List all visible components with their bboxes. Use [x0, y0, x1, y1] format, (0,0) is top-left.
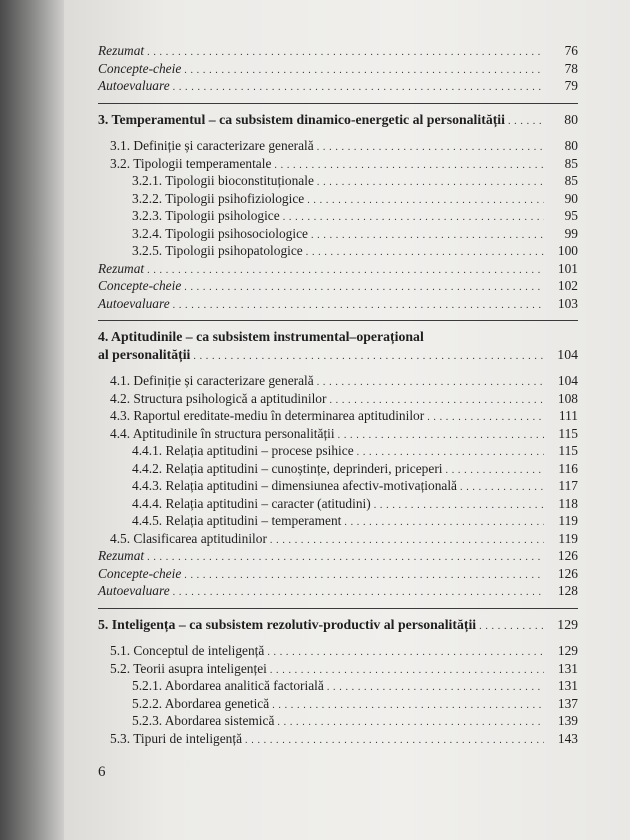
- toc-entry-page: 78: [564, 60, 578, 76]
- toc-entry-page: 101: [557, 260, 578, 276]
- toc-entry-page: 111: [558, 408, 578, 423]
- book-page: [64, 0, 630, 840]
- chapter-title: 4. Aptitudinile – ca subsistem instrumental–operațional: [98, 329, 424, 344]
- dot-leader: [193, 348, 544, 366]
- toc-section-entry: [98, 642, 578, 660]
- toc-entry-page: 117: [558, 478, 578, 493]
- toc-summary-entry: [98, 277, 578, 295]
- toc-summary-entry: [98, 77, 578, 95]
- toc-summary-entry: [98, 42, 578, 60]
- toc-entry-title: 3.2.4. Tipologii psihosociologice: [132, 225, 308, 241]
- toc-entry-title: 3.2.1. Tipologii bioconstituționale: [132, 173, 314, 188]
- toc-section-entry: [98, 390, 578, 408]
- toc-subsection-entry: [98, 460, 578, 478]
- chapter-heading-entry: [98, 346, 578, 364]
- toc-entry-page: 95: [564, 208, 578, 223]
- toc-entry-page: 129: [557, 616, 578, 632]
- toc-entry-title: Autoevaluare: [98, 583, 170, 598]
- toc-entry-title: Rezumat: [98, 548, 145, 563]
- dot-leader: [173, 584, 544, 602]
- chapter-separator: [98, 608, 578, 609]
- toc-entry-title: 4.4. Aptitudinile în structura personalității: [110, 425, 335, 441]
- toc-subsection-entry: [98, 695, 578, 713]
- toc-section-entry: [98, 155, 578, 173]
- toc-section-entry: [98, 137, 578, 155]
- toc-summary-entry: [98, 260, 578, 278]
- toc-entry-page: 139: [557, 713, 578, 728]
- toc-entry-page: 76: [564, 43, 578, 58]
- toc-entry-page: 103: [557, 295, 578, 311]
- toc-entry-title: 3.1. Definiție și caracterizare generală: [110, 138, 314, 153]
- toc-entry-title: 5. Inteligența – ca subsistem rezolutiv-productiv al personalității: [98, 616, 477, 632]
- toc-entry-title: 3.2.5. Tipologii psihopatologice: [132, 243, 303, 258]
- toc-summary-entry: [98, 582, 578, 600]
- toc-entry-title: 3.2. Tipologii temperamentale: [110, 155, 272, 171]
- toc-entry-title: Concepte-cheie: [98, 565, 182, 581]
- toc-entry-title: 4.4.1. Relația aptitudini – procese psihice: [132, 443, 354, 458]
- toc-entry-title: 4.4.3. Relația aptitudini – dimensiunea afectiv-motivațională: [132, 478, 458, 493]
- toc-entry-page: 104: [557, 346, 578, 362]
- toc-entry-page: 126: [557, 548, 578, 563]
- toc-entry-page: 131: [557, 660, 578, 676]
- toc-entry-title: 4.2. Structura psihologică a aptitudinilor: [110, 390, 327, 406]
- toc-subsection-entry: [98, 225, 578, 243]
- toc-summary-entry: [98, 60, 578, 78]
- toc-entry-page: 137: [557, 695, 578, 711]
- toc-entry-title: Rezumat: [98, 260, 145, 276]
- toc-entry-title: Concepte-cheie: [98, 60, 182, 76]
- chapter-separator: [98, 320, 578, 321]
- toc-entry-page: 118: [558, 495, 578, 511]
- toc-subsection-entry: [98, 172, 578, 190]
- toc-section-entry: [98, 407, 578, 425]
- toc-entry-page: 79: [564, 78, 578, 93]
- toc-entry-title: 5.2.2. Abordarea genetică: [132, 695, 270, 711]
- toc-entry-page: 115: [558, 443, 578, 458]
- toc-entry-page: 99: [564, 225, 578, 241]
- dot-leader: [245, 732, 544, 750]
- toc-entry-title: 5.1. Conceptul de inteligență: [110, 643, 265, 658]
- toc-entry-title: 5.2. Teorii asupra inteligenței: [110, 660, 267, 676]
- toc-entry-page: 126: [557, 565, 578, 581]
- toc-entry-title: 5.3. Tipuri de inteligență: [110, 730, 243, 746]
- toc-entry-page: 131: [557, 678, 578, 693]
- dot-leader: [508, 113, 544, 131]
- toc-entry-page: 102: [557, 278, 578, 293]
- toc-subsection-entry: [98, 190, 578, 208]
- toc-entry-title: 4.3. Raportul ereditate-mediu în determinarea aptitudinilor: [110, 408, 425, 423]
- toc-entry-page: 100: [557, 243, 578, 258]
- spacer: [98, 128, 578, 137]
- toc-subsection-entry: [98, 677, 578, 695]
- chapter-separator: [98, 103, 578, 104]
- toc-entry-title: Autoevaluare: [98, 78, 170, 93]
- chapter-heading-entry: [98, 111, 578, 129]
- toc-entry-page: 115: [558, 425, 578, 441]
- toc-entry-page: 129: [557, 643, 578, 658]
- toc-section-entry: [98, 730, 578, 748]
- toc-entry-title: 3. Temperamentul – ca subsistem dinamico-energetic al personalității: [98, 111, 505, 127]
- toc-section-entry: [98, 425, 578, 443]
- toc-entry-page: 128: [557, 583, 578, 598]
- toc-entry-page: 143: [557, 730, 578, 746]
- dot-leader: [173, 79, 544, 97]
- toc-subsection-entry: [98, 477, 578, 495]
- dot-leader: [173, 297, 544, 315]
- toc-entry-title: Rezumat: [98, 43, 145, 58]
- toc-entry-page: 90: [564, 190, 578, 206]
- toc-entry-title: 5.2.1. Abordarea analitică factorială: [132, 678, 324, 693]
- toc-entry-title: Concepte-cheie: [98, 278, 182, 293]
- toc-entry-title: 4.4.5. Relația aptitudini – temperament: [132, 513, 342, 528]
- toc-entry-page: 85: [564, 173, 578, 188]
- toc-entry-page: 119: [558, 513, 578, 528]
- toc-section-entry: [98, 530, 578, 548]
- toc-subsection-entry: [98, 442, 578, 460]
- toc-entry-title: 3.2.3. Tipologii psihologice: [132, 208, 280, 223]
- toc-entry-title: 5.2.3. Abordarea sistemică: [132, 713, 275, 728]
- toc-entry-page: 85: [564, 155, 578, 171]
- book-spine-shadow: [0, 0, 64, 840]
- toc-entry-title: 3.2.2. Tipologii psihofiziologice: [132, 190, 305, 206]
- toc-entry-title: al personalității: [98, 346, 191, 362]
- toc-subsection-entry: [98, 512, 578, 530]
- toc-subsection-entry: [98, 495, 578, 513]
- toc-summary-entry: [98, 565, 578, 583]
- page-number: 6: [98, 764, 106, 780]
- toc-subsection-entry: [98, 712, 578, 730]
- toc-entry-page: 80: [564, 111, 578, 127]
- table-of-contents: [98, 42, 578, 747]
- toc-entry-title: 4.4.4. Relația aptitudini – caracter (atitudini): [132, 495, 371, 511]
- toc-subsection-entry: [98, 242, 578, 260]
- toc-entry-page: 116: [558, 460, 578, 476]
- toc-summary-entry: [98, 295, 578, 313]
- toc-entry-page: 104: [557, 373, 578, 388]
- toc-section-entry: [98, 372, 578, 390]
- toc-entry-page: 108: [557, 390, 578, 406]
- toc-subsection-entry: [98, 207, 578, 225]
- toc-summary-entry: [98, 547, 578, 565]
- toc-entry-page: 119: [558, 530, 578, 546]
- toc-entry-page: 80: [564, 138, 578, 153]
- toc-entry-title: Autoevaluare: [98, 295, 170, 311]
- dot-leader: [479, 618, 544, 636]
- toc-entry-title: 4.1. Definiție și caracterizare generală: [110, 373, 314, 388]
- toc-section-entry: [98, 660, 578, 678]
- chapter-heading-entry: [98, 616, 578, 634]
- toc-entry-title: 4.4.2. Relația aptitudini – cunoștințe, deprinderi, priceperi: [132, 460, 443, 476]
- toc-entry-title: 4.5. Clasificarea aptitudinilor: [110, 530, 267, 546]
